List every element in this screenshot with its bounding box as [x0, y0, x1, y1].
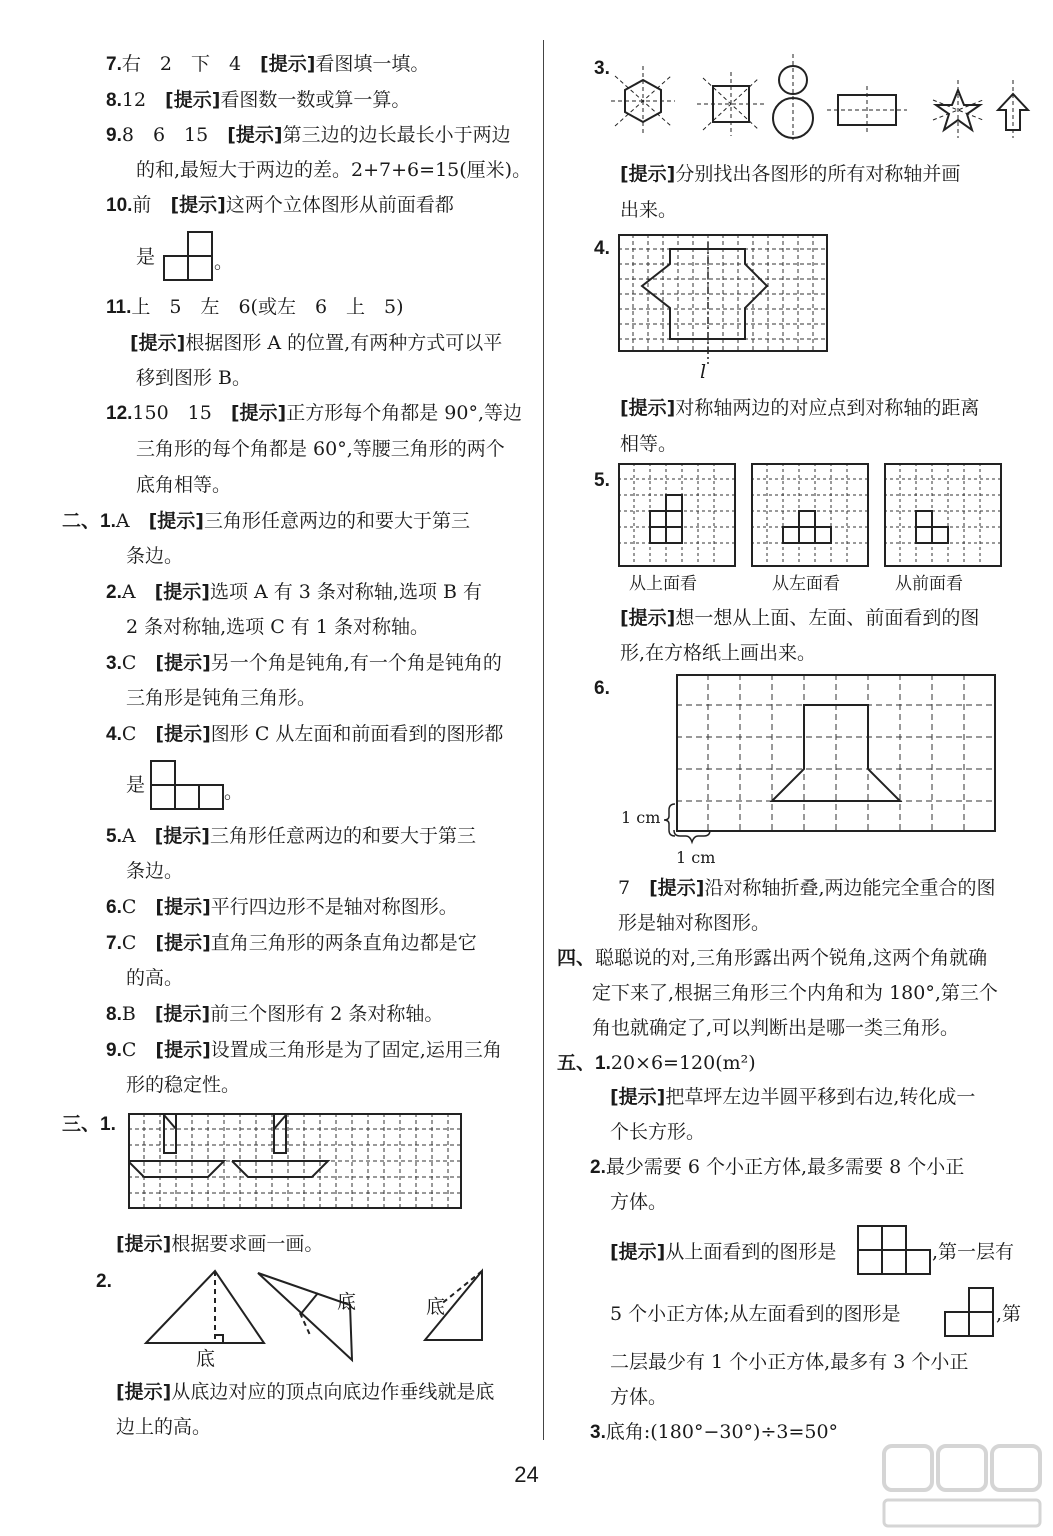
view-cell	[968, 1287, 994, 1313]
answer-line: [提示]从底边对应的顶点向底边作垂线就是底	[116, 1381, 495, 1403]
period: 。	[214, 251, 234, 273]
answer-line: 12.150 15 [提示]正方形每个角都是 90°,等边	[106, 402, 523, 424]
unit-label: 1 cm	[676, 848, 716, 867]
answer-line: 11.上 5 左 6(或左 6 上 5)	[106, 296, 404, 318]
base-label: 底	[196, 1348, 216, 1370]
answer-line: 个长方形。	[610, 1121, 706, 1143]
answer-line: 2.	[96, 1271, 112, 1292]
view-cell	[905, 1249, 931, 1275]
answer-line: [提示]对称轴两边的对应点到对称轴的距离	[620, 397, 980, 419]
view-cell	[968, 1311, 994, 1337]
answer-line: 出来。	[620, 199, 678, 221]
view-cell	[174, 784, 200, 810]
answer-line: 10.前 [提示]这两个立体图形从前面看都	[106, 194, 454, 216]
answer-line: 4.	[594, 238, 610, 259]
answer-line: 2.最少需要 6 个小正方体,最多需要 8 个小正	[590, 1156, 965, 1178]
view-cell	[198, 784, 224, 810]
answer-line: 5.	[594, 470, 610, 491]
answer-line: 3.底角:(180°−30°)÷3=50°	[590, 1421, 839, 1443]
answer-line: [提示]分别找出各图形的所有对称轴并画	[620, 163, 961, 185]
answer-line: [提示]想一想从上面、左面、前面看到的图	[620, 607, 980, 629]
answer-line: 定下来了,根据三角形三个内角和为 180°,第三个	[592, 982, 998, 1004]
answer-line: 移到图形 B。	[136, 367, 252, 389]
answer-line: 7.C [提示]直角三角形的两条直角边都是它	[106, 932, 477, 954]
view-label: 从左面看	[772, 574, 840, 594]
answer-line: 6.	[594, 678, 610, 699]
answer-line: 8.12 [提示]看图数一数或算一算。	[106, 89, 411, 111]
answer-line: 形,在方格纸上画出来。	[620, 642, 817, 664]
answer-line: 是	[136, 246, 156, 268]
watermark-logo	[880, 1440, 1045, 1532]
period: 。	[224, 781, 244, 803]
view-grid-left	[751, 463, 873, 570]
answer-line: 条边。	[126, 545, 184, 567]
view-cell	[163, 255, 189, 281]
answer-line: 四、聪聪说的对,三角形露出两个锐角,这两个角就确	[557, 947, 988, 969]
symmetric-shape-grid	[618, 234, 832, 374]
page-number: 24	[514, 1462, 539, 1487]
view-grid-front	[884, 463, 1006, 570]
answer-line: 8.B [提示]前三个图形有 2 条对称轴。	[106, 1003, 444, 1025]
view-cell	[881, 1249, 907, 1275]
view-cell	[944, 1311, 970, 1337]
answer-line: 9.8 6 15 [提示]第三边的边长最长小于两边	[106, 124, 511, 146]
answer-line: 3.	[594, 58, 610, 79]
answer-line: 7.右 2 下 4 [提示]看图填一填。	[106, 53, 430, 75]
answer-line: 5 个小正方体;从左面看到的图形是	[610, 1303, 901, 1325]
column-divider	[543, 40, 544, 1440]
answer-line: 底角相等。	[136, 474, 232, 496]
brace-icon	[672, 828, 712, 846]
symmetry-axes-figure	[603, 50, 1033, 140]
view-cell	[150, 760, 176, 786]
answer-line: ,第	[996, 1303, 1022, 1325]
view-cell	[857, 1225, 883, 1251]
answer-line: 2 条对称轴,选项 C 有 1 条对称轴。	[126, 616, 429, 638]
answer-line: 三、1.	[62, 1114, 116, 1135]
answer-line: [提示]从上面看到的图形是	[610, 1241, 837, 1263]
view-cell	[857, 1249, 883, 1275]
answer-line: 是	[126, 774, 146, 796]
symmetry-grid-figure	[128, 1113, 462, 1223]
answer-line: 相等。	[620, 433, 678, 455]
answer-line: 边上的高。	[116, 1416, 212, 1438]
answer-line: 三角形是钝角三角形。	[126, 687, 317, 709]
answer-line: 形是轴对称图形。	[618, 912, 771, 934]
base-label: 底	[426, 1296, 446, 1318]
answer-line: 五、1.20×6=120(m²)	[557, 1052, 756, 1074]
answer-line: 三角形的每个角都是 60°,等腰三角形的两个	[136, 438, 505, 460]
answer-line: 条边。	[126, 860, 184, 882]
half-shape-grid	[676, 674, 998, 834]
answer-line: [提示]根据图形 A 的位置,有两种方式可以平	[130, 332, 503, 354]
answer-line: 7 [提示]沿对称轴折叠,两边能完全重合的图	[618, 877, 996, 899]
answer-line: 角也就确定了,可以判断出是哪一类三角形。	[592, 1017, 960, 1039]
answer-line: [提示]把草坪左边半圆平移到右边,转化成一	[610, 1086, 976, 1108]
answer-line: 二、1.A [提示]三角形任意两边的和要大于第三	[62, 510, 470, 532]
answer-line: [提示]根据要求画一画。	[116, 1233, 324, 1255]
answer-line: 2.A [提示]选项 A 有 3 条对称轴,选项 B 有	[106, 581, 483, 603]
answer-line: 5.A [提示]三角形任意两边的和要大于第三	[106, 825, 476, 847]
answer-line: ,第一层有	[932, 1241, 1015, 1263]
view-cell	[187, 255, 213, 281]
view-grid-top	[618, 463, 740, 570]
axis-label: l	[700, 361, 707, 383]
answer-line: 的和,最短大于两边的差。2+7+6=15(厘米)。	[136, 159, 532, 181]
answer-line: 方体。	[610, 1386, 668, 1408]
answer-line: 4.C [提示]图形 C 从左面和前面看到的图形都	[106, 723, 504, 745]
answer-line: 6.C [提示]平行四边形不是轴对称图形。	[106, 896, 458, 918]
answer-line: 二层最少有 1 个小正方体,最多有 3 个小正	[610, 1351, 969, 1373]
answer-line: 方体。	[610, 1191, 668, 1213]
base-label: 底	[337, 1291, 357, 1313]
view-cell	[187, 231, 213, 257]
unit-label: 1 cm	[621, 808, 661, 827]
view-cell	[150, 784, 176, 810]
answer-line: 9.C [提示]设置成三角形是为了固定,运用三角	[106, 1039, 502, 1061]
answer-line: 3.C [提示]另一个角是钝角,有一个角是钝角的	[106, 652, 502, 674]
view-cell	[881, 1225, 907, 1251]
answer-line: 的高。	[126, 967, 184, 989]
view-label: 从前面看	[895, 574, 963, 594]
answer-line: 形的稳定性。	[126, 1074, 241, 1096]
view-label: 从上面看	[629, 574, 697, 594]
triangle-heights-figure	[140, 1265, 500, 1375]
